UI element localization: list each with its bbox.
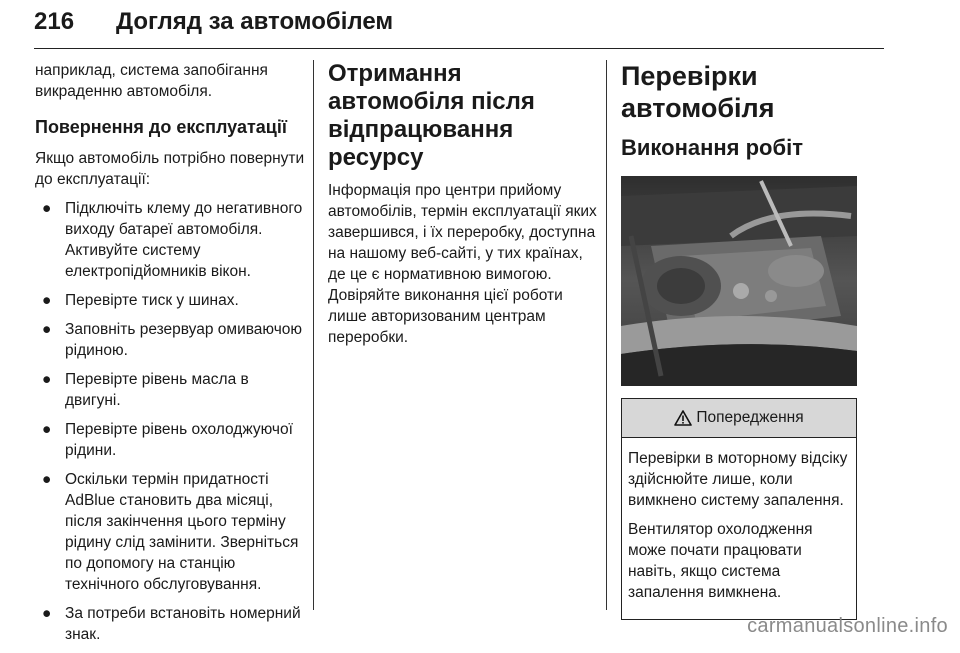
- column-divider: [313, 60, 314, 610]
- watermark: carmanualsonline.info: [747, 615, 948, 637]
- engine-bay-photo: [621, 176, 857, 386]
- page-header: [34, 4, 884, 49]
- section-paragraph: Якщо автомобіль потрібно повернути до експлуатації:: [35, 150, 305, 188]
- list-item: ● Оскільки термін придатності AdBlue становить два місяці, після закінчення цього терміну рідину слід замінити. Зверніться по допомогу на станцію технічного обслуговування.: [42, 471, 299, 593]
- list-item: ● За потреби встановіть номерний знак.: [42, 605, 301, 643]
- list-item: ● Підключіть клему до негативного виходу батареї автомобіля. Активуйте систему електропідйомників вікон.: [42, 200, 303, 280]
- section-paragraph: Інформація про центри прийому автомобілів, термін експлуатації яких завершився, і їх переробку, доступна на нашому веб-сайті, у тих країнах, де це є нормативною вимогою. Довіряйте виконання цієї роботи лише авторизованим центрам переробки.: [328, 182, 597, 346]
- page-number: 216: [34, 8, 75, 35]
- list-item: ● Заповніть резервуар омиваючою рідиною.: [42, 321, 303, 359]
- column-right: [621, 60, 891, 620]
- bullet-icon: ●: [42, 605, 52, 622]
- column-divider: [606, 60, 607, 610]
- continued-text: наприклад, система запобігання викраденню автомобіля.: [35, 62, 268, 100]
- list-item: ● Перевірте рівень охолоджуючої рідини.: [42, 421, 293, 459]
- section-heading-end-of-life: Отримання автомобіля після відпрацювання ресурсу: [328, 60, 535, 171]
- warning-body: [622, 438, 856, 619]
- section-heading-return: Повернення до експлуатації: [35, 117, 287, 137]
- bullet-icon: ●: [42, 371, 52, 388]
- bullet-icon: ●: [42, 421, 52, 438]
- warning-triangle-icon: [674, 410, 692, 426]
- warning-header: [622, 399, 856, 438]
- warning-paragraph: Вентилятор охолодження може почати працювати навіть, якщо система запалення вимкнена.: [628, 521, 813, 601]
- list-item: ● Перевірте рівень масла в двигуні.: [42, 371, 249, 409]
- section-heading-checks: Перевірки автомобіля: [621, 61, 775, 123]
- warning-title: Попередження: [696, 409, 804, 426]
- chapter-title: Догляд за автомобілем: [116, 8, 394, 35]
- warning-box: [621, 398, 857, 620]
- warning-paragraph: Перевірки в моторному відсіку здійснюйте лише, коли вимкнено систему запалення.: [628, 450, 848, 509]
- column-left: [35, 60, 305, 653]
- checklist: [35, 198, 305, 645]
- column-middle: [328, 60, 598, 348]
- bullet-icon: ●: [42, 200, 52, 217]
- bullet-icon: ●: [42, 471, 52, 488]
- list-item: ● Перевірте тиск у шинах.: [42, 292, 239, 309]
- subsection-heading: Виконання робіт: [621, 135, 803, 160]
- bullet-icon: ●: [42, 292, 52, 309]
- bullet-icon: ●: [42, 321, 52, 338]
